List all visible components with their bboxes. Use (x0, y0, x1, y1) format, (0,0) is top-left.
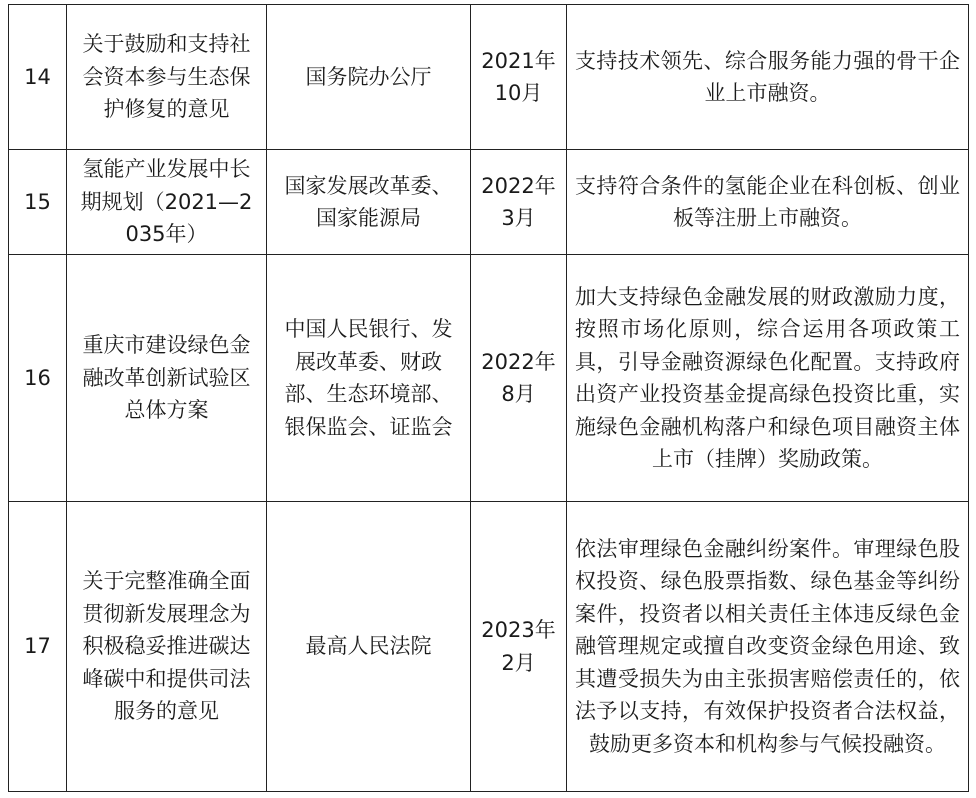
document-title: 重庆市建设绿色金融改革创新试验区总体方案 (67, 255, 267, 502)
table-row (9, 150, 969, 255)
issuing-agency: 中国人民银行、发展改革委、财政部、生态环境部、银保监会、证监会 (267, 255, 471, 502)
document-title: 关于鼓励和支持社会资本参与生态保护修复的意见 (67, 5, 267, 150)
issuing-agency: 国务院办公厅 (267, 5, 471, 150)
row-number: 14 (9, 5, 67, 150)
table-row (9, 5, 969, 150)
policy-content: 支持符合条件的氢能企业在科创板、创业板等注册上市融资。 (567, 150, 969, 255)
policy-content: 支持技术领先、综合服务能力强的骨干企业上市融资。 (567, 5, 969, 150)
issue-date: 2022年3月 (471, 150, 567, 255)
policy-content: 依法审理绿色金融纠纷案件。审理绿色股权投资、绿色股票指数、绿色基金等纠纷案件，投资者以相关责任主体违反绿色金融管理规定或擅自改变资金绿色用途、致其遭受损失为由主张损害赔偿责任的，依法予以支持，有效保护投资者合法权益，鼓励更多资本和机构参与气候投融资。 (567, 502, 969, 792)
issue-date: 2022年8月 (471, 255, 567, 502)
issuing-agency: 国家发展改革委、国家能源局 (267, 150, 471, 255)
issue-date: 2023年2月 (471, 502, 567, 792)
table-row (9, 255, 969, 502)
issuing-agency: 最高人民法院 (267, 502, 471, 792)
row-number: 16 (9, 255, 67, 502)
row-number: 15 (9, 150, 67, 255)
policy-table (8, 4, 969, 792)
document-title: 关于完整准确全面贯彻新发展理念为积极稳妥推进碳达峰碳中和提供司法服务的意见 (67, 502, 267, 792)
issue-date: 2021年10月 (471, 5, 567, 150)
row-number: 17 (9, 502, 67, 792)
policy-content: 加大支持绿色金融发展的财政激励力度，按照市场化原则，综合运用各项政策工具，引导金融资源绿色化配置。支持政府出资产业投资基金提高绿色投资比重，实施绿色金融机构落户和绿色项目融资主体上市（挂牌）奖励政策。 (567, 255, 969, 502)
table-row (9, 502, 969, 792)
document-title: 氢能产业发展中长期规划（2021—2035年） (67, 150, 267, 255)
